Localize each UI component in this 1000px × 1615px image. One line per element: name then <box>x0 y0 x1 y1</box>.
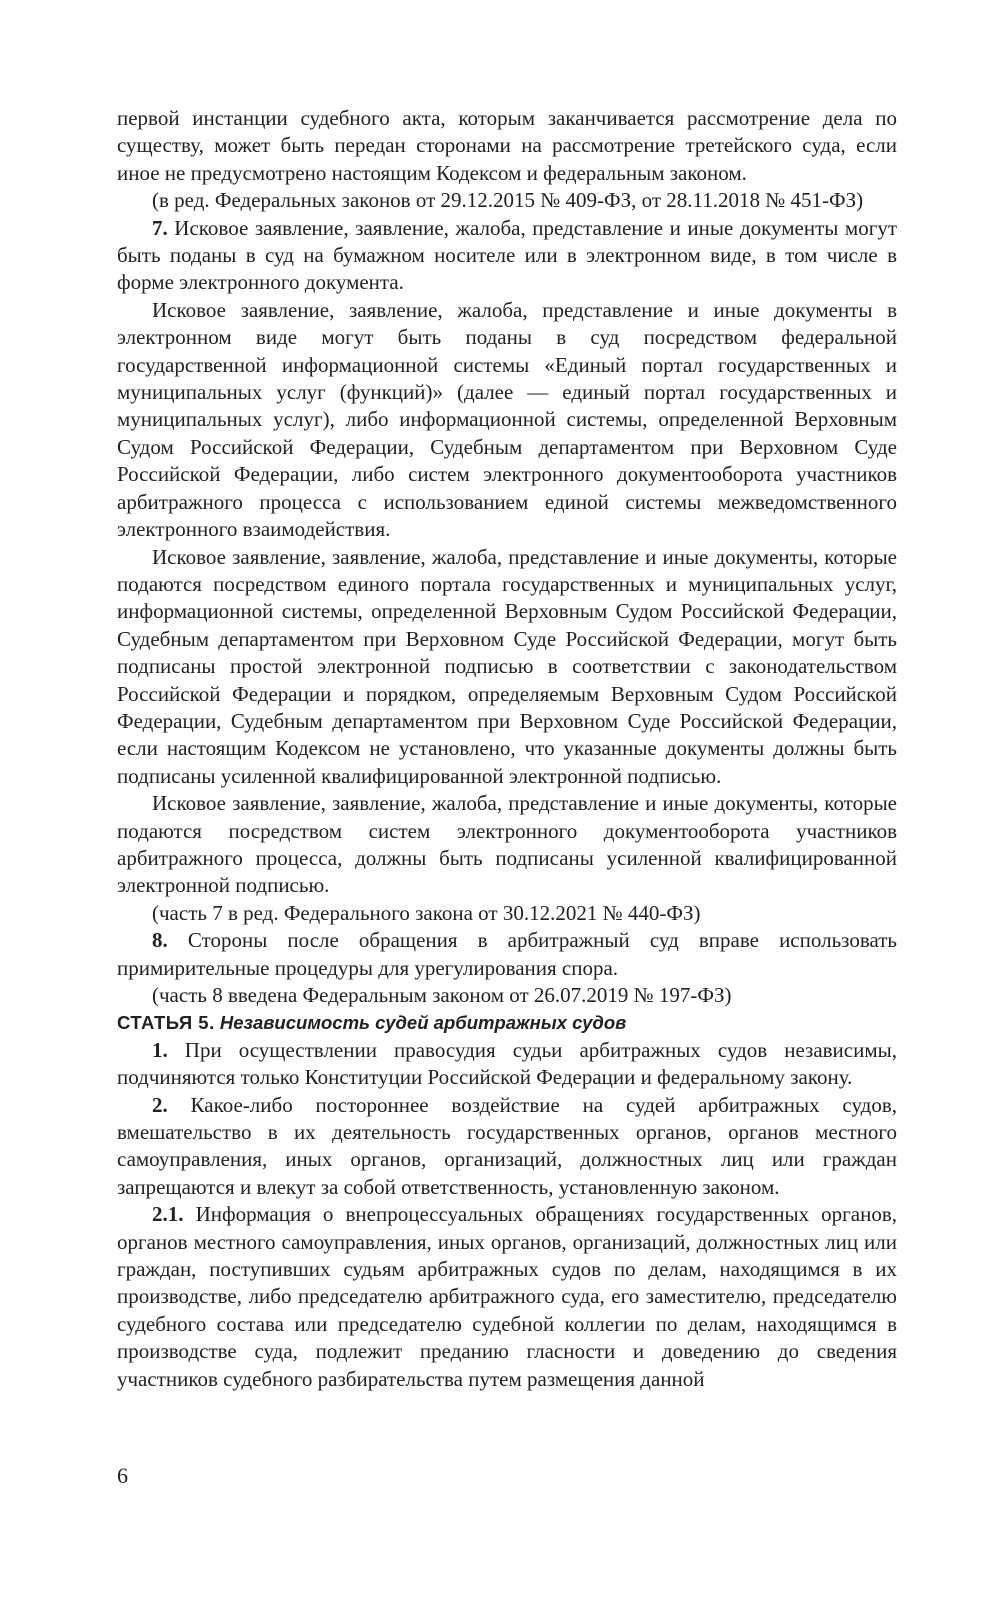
part-text: При осуществлении правосудия судьи арбитражных судов независимы, подчиняются только Конституции Российской Федерации и федеральному закону. <box>117 1037 897 1090</box>
part-number: 8. <box>152 928 168 953</box>
paragraph-continuation: первой инстанции судебного акта, которым заканчивается рассмотрение дела по существу, может быть передан сторонами на рассмотрение третейского суда, если иное не предусмотрено настоящим Кодексом и федеральным законом. <box>117 106 897 185</box>
part-text: Информация о внепроцессуальных обращениях государственных органов, органов местного самоуправления, иных органов, организаций, должностных лиц или граждан, поступивших судьям арбитражных судов по делам, находящимся в их производстве, либо председателю арбитражного суда, его заместителю, председателю судебного состава или председателю судебной коллегии по делам, находящимся в производстве суда, подлежит преданию гласности и доведению до сведения участников судебного разбирательства путем размещения данной <box>117 1202 897 1391</box>
paragraph-part-7 <box>117 215 897 297</box>
article-title: Независимость судей арбитражных судов <box>214 1012 627 1034</box>
paragraph-part-2-1 <box>117 1201 897 1393</box>
paragraph: Исковое заявление, заявление, жалоба, представление и иные документы, которые подаются посредством единого портала государственных и муниципальных услуг, информационной системы, определенной Верховным Судом Российской Федерации, Судебным департаментом при Верховном Суде Российской Федерации, могут быть подписаны простой электронной подписью в соответствии с законодательством Российской Федерации и порядком, определяемым Верховным Судом Российской Федерации, Судебным департаментом при Верховном Суде Российской Федерации, если настоящим Кодексом не установлено, что указанные документы должны быть подписаны усиленной квалифицированной электронной подписью. <box>117 544 897 788</box>
editorial-note: (часть 8 введена Федеральным законом от 26.07.2019 № 197-ФЗ) <box>152 983 732 1007</box>
page-body <box>117 105 897 1393</box>
part-text: Какое-либо постороннее воздействие на судей арбитражных судов, вмешательство в их деятельность государственных органов, органов местного самоуправления, иных органов, организаций, должностных лиц или граждан запрещаются и влекут за собой ответственность, установленную законом. <box>117 1092 897 1199</box>
paragraph-part-2 <box>117 1092 897 1202</box>
part-text: Стороны после обращения в арбитражный суд вправе использовать примирительные процедуры для урегулирования спора. <box>117 928 897 980</box>
page-number: 6 <box>117 1463 128 1488</box>
part-number: 2. <box>152 1092 168 1117</box>
part-text: Исковое заявление, заявление, жалоба, представление и иные документы могут быть поданы в суд на бумажном носителе или в электронном виде, в том числе в форме электронного документа. <box>117 215 897 295</box>
paragraph-part-8 <box>117 927 897 982</box>
editorial-note: (в ред. Федеральных законов от 29.12.2015 № 409-ФЗ, от 28.11.2018 № 451-ФЗ) <box>152 188 864 213</box>
part-number: 1. <box>152 1037 168 1062</box>
part-number: 7. <box>152 215 168 240</box>
paragraph: Исковое заявление, заявление, жалоба, представление и иные документы, которые подаются посредством систем электронного документооборота участников арбитражного процесса, должны быть подписаны усиленной квалифицированной электронной подписью. <box>117 791 897 898</box>
article-heading <box>117 1009 897 1036</box>
paragraph-part-1 <box>117 1037 897 1092</box>
paragraph: Исковое заявление, заявление, жалоба, представление и иные документы в электронном виде могут быть поданы в суд посредством федеральной государственной информационной системы «Единый портал государственных и муниципальных услуг (функций)» (далее — единый портал государственных и муниципальных услуг), либо информационной системы, определенной Верховным Судом Российской Федерации, Судебным департаментом при Верховном Суде Российской Федерации, либо систем электронного документооборота участников арбитражного процесса с использованием единой системы межведомственного электронного взаимодействия. <box>117 297 897 542</box>
editorial-note: (часть 7 в ред. Федерального закона от 30.12.2021 № 440-ФЗ) <box>152 900 701 925</box>
article-label: СТАТЬЯ 5. <box>117 1012 215 1034</box>
part-number: 2.1. <box>152 1202 184 1227</box>
